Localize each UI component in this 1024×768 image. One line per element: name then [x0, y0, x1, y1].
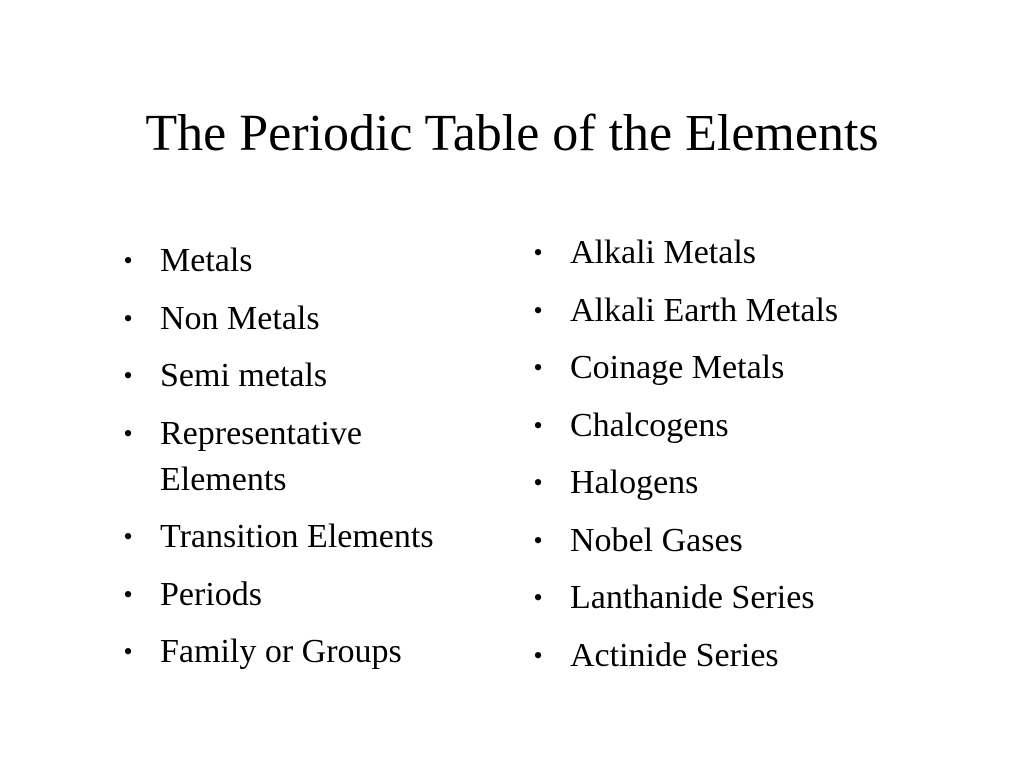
bullet-icon: • — [123, 522, 133, 551]
list-item-text: Representative Elements — [160, 414, 363, 498]
list-item-text: Coinage Metals — [570, 349, 785, 386]
slide-title: The Periodic Table of the Elements — [145, 105, 879, 162]
bullet-icon: • — [123, 579, 133, 609]
list-item — [118, 629, 498, 675]
list-item-text: Actinide Series — [570, 636, 779, 674]
bullet-icon: • — [533, 468, 543, 497]
bullet-icon: • — [533, 410, 543, 440]
list-item-text: Metals — [160, 242, 253, 279]
bullet-icon: • — [533, 583, 543, 612]
list-item — [528, 633, 948, 679]
list-item — [528, 575, 948, 621]
list-item — [528, 460, 948, 506]
list-item — [528, 230, 948, 276]
list-item — [118, 353, 498, 399]
list-item — [118, 572, 498, 618]
list-item-text: Non Metals — [160, 299, 320, 337]
list-item — [118, 411, 460, 503]
list-item-text: Chalcogens — [570, 406, 729, 444]
list-item-text: Alkali Metals — [570, 234, 757, 271]
list-item-text: Halogens — [570, 464, 699, 501]
right-bullet-list — [528, 230, 948, 690]
list-item — [118, 296, 498, 342]
list-item — [528, 345, 948, 391]
list-item-text: Lanthanide Series — [570, 579, 815, 616]
bullet-icon: • — [533, 353, 543, 382]
bullet-icon: • — [123, 418, 133, 448]
list-item-text: Periods — [160, 575, 262, 613]
bullet-icon: • — [533, 295, 543, 325]
bullet-icon: • — [123, 246, 133, 275]
left-bullet-list — [118, 238, 498, 687]
list-item-text: Alkali Earth Metals — [570, 291, 839, 329]
list-item — [528, 518, 948, 564]
bullet-icon: • — [123, 303, 133, 333]
bullet-icon: • — [533, 238, 543, 267]
list-item — [528, 403, 948, 449]
list-item — [118, 514, 498, 560]
list-item-text: Transition Elements — [160, 518, 434, 555]
bullet-icon: • — [123, 637, 133, 666]
bullet-icon: • — [533, 640, 543, 670]
bullet-icon: • — [533, 525, 543, 555]
bullet-icon: • — [123, 361, 133, 390]
list-item-text: Family or Groups — [160, 633, 402, 670]
list-item-text: Nobel Gases — [570, 521, 743, 559]
list-item — [528, 288, 948, 334]
list-item — [118, 238, 498, 284]
list-item-text: Semi metals — [160, 357, 328, 394]
